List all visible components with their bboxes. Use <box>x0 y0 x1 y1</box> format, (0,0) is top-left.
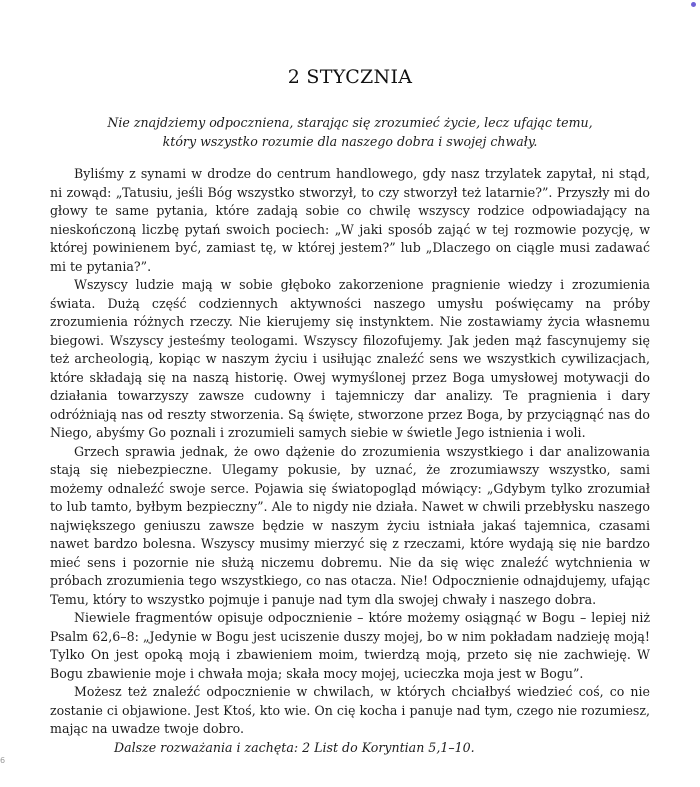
paragraph: Możesz też znaleźć odpocznienie w chwilach, w których chciałbyś wiedzieć coś, co nie zostanie ci objawione. Jest Ktoś, kto wie. On cię kocha i panuje nad tym, czego nie rozumiesz, mając na uwadze twoje dobro. <box>50 684 650 736</box>
paragraph: Grzech sprawia jednak, że owo dążenie do zrozumienia wszystkiego i dar analizowania stają się niebezpieczne. Ulegamy pokusie, by uznać, że zrozumiawszy wszystko, sami możemy odnaleźć swoje serce. Pojawia się światopogląd mówiący: „Gdybym tylko zrozumiał to lub tamto, byłbym bezpieczny”. Ale to nigdy nie działa. Nawet w chwili przebłysku naszego największego geniuszu zawsze będzie w naszym życiu istniała jakaś tajemnica, czasami nawet bardzo bolesna. Wszyscy musimy mierzyć się z rzeczami, które wydają się nie bardzo mieć sens i pozornie nie służą niczemu dobremu. Nie da się więc znaleźć wytchnienia w próbach zrozumienia tego wszystkiego, co nas otacza. Nie! Odpocznienie odnajdujemy, ufając Temu, który to wszystko pojmuje i panuje nad tym dla swojej chwały i naszego dobra. <box>50 443 650 607</box>
corner-marker-dot <box>691 2 696 7</box>
paragraph: Wszyscy ludzie mają w sobie głęboko zakorzenione pragnienie wiedzy i zrozumienia świata. Dużą część codziennych aktywności naszego umysłu poświęcamy na próby zrozumienia różnych rzeczy. Nie kierujemy się instynktem. Nie zostawiamy życia własnemu biegowi. Wszyscy jesteśmy teologami. Wszyscy filozofujemy. Jak jeden mąż fascynujemy się też archeologią, kopiąc w naszym życiu i usiłując znaleźć sens we wszystkich cywilizacjach, które składają się na naszą historię. Owej wymyślonej przez Boga umysłowej motywacji do działania towarzyszy zawsze cudowny i tajemniczy dar analizy. Te pragnienia i dary odróżniają nas od reszty stworzenia. Są święte, stworzone przez Boga, by przyciągnąć nas do Niego, abyśmy Go poznali i zrozumieli samych siebie w świetle Jego istnienia i woli. <box>50 277 650 440</box>
body-text <box>50 165 650 757</box>
page-number: 6 <box>0 756 6 765</box>
further-reading-note: Dalsze rozważania i zachęta: 2 List do Koryntian 5,1–10. <box>114 739 475 755</box>
paragraph: Niewiele fragmentów opisuje odpocznienie – które możemy osiągnąć w Bogu – lepiej niż Psalm 62,6–8: „Jedynie w Bogu jest uciszenie duszy mojej, bo w nim pokładam nadzieję moją! Tylko On jest opoką moją i zbawieniem moim, twierdzą moją, przeto się nie zachwieję. W Bogu zbawienie moje i chwała moja; skała mocy mojej, ucieczka moja jest w Bogu”. <box>50 610 650 681</box>
page-title: 2 STYCZNIA <box>287 66 413 88</box>
motto-quote: Nie znajdziemy odpoczniena, starając się zrozumieć życie, lecz ufając temu, który wszystko rozumie dla naszego dobra i swojej chwały. <box>107 115 593 149</box>
paragraph: Byliśmy z synami w drodze do centrum handlowego, gdy nasz trzylatek zapytał, ni stąd, ni zowąd: „Tatusiu, jeśli Bóg wszystko stworzył, to czy stworzył też latarnie?”. Przyszły mi do głowy te same pytania, które zadają sobie co chwilę wszyscy rodzice odpowiadający na nieskończoną liczbę pytań swoich pociech: „W jaki sposób zająć w tej rozmowie pozycję, w której powinienem być, zamiast tę, w której jestem?” lub „Dlaczego on ciągle musi zadawać mi te pytania?”. <box>50 166 650 274</box>
